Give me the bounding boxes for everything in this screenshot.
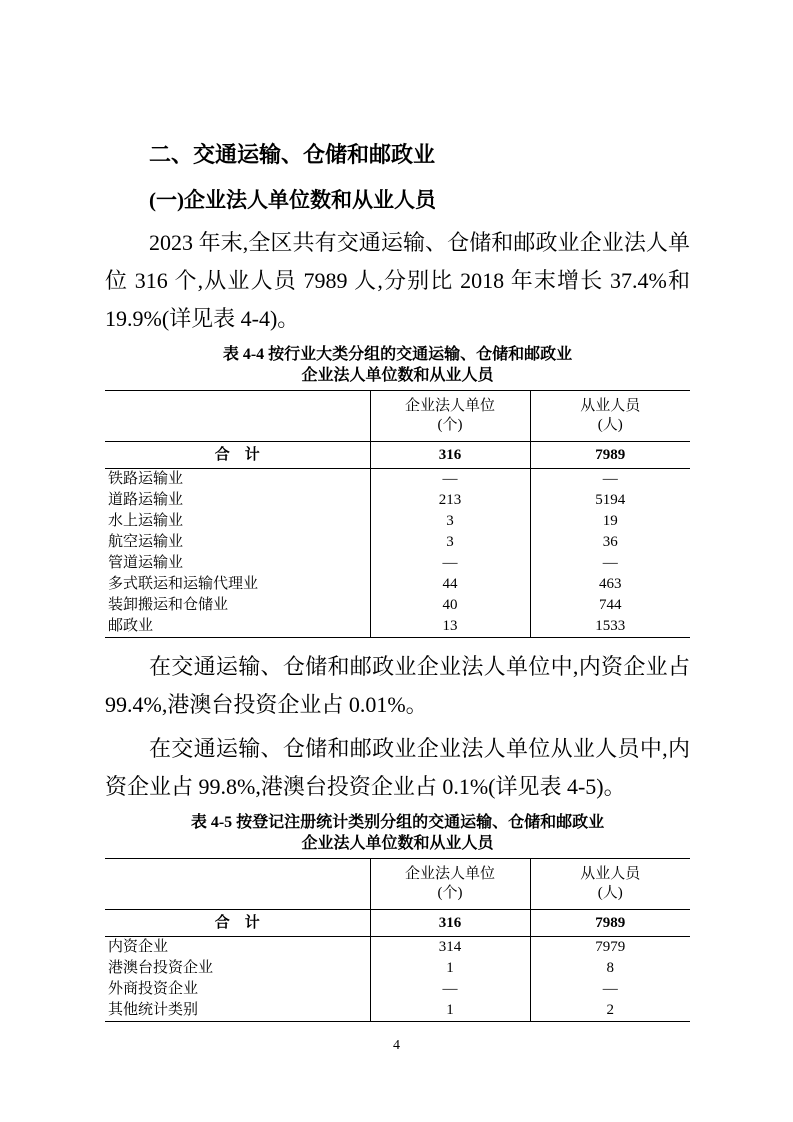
table-row: 水上运输业 3 19: [105, 511, 690, 532]
table-row: 合 计 316 7989: [105, 442, 690, 469]
table-4-4-caption-line1: 表 4-4 按行业大类分组的交通运输、仓储和邮政业: [222, 346, 573, 363]
section-heading: 二、交通运输、仓储和邮政业: [149, 142, 436, 167]
page-number: 4: [393, 1038, 400, 1053]
table-row: 装卸搬运和仓储业 40 744: [105, 595, 690, 616]
table-4-4-caption-line2: 企业法人单位数和从业人员: [301, 367, 494, 384]
table-row: 港澳台投资企业 1 8: [105, 958, 690, 979]
table-4-4-header-persons: 从业人员 (人): [530, 391, 690, 442]
section-subheading: (一)企业法人单位数和从业人员: [149, 188, 436, 212]
table-4-4-caption: [105, 344, 690, 386]
table-row: 邮政业 13 1533: [105, 616, 690, 638]
table-row: 铁路运输业 — —: [105, 469, 690, 491]
table-row: 内资企业 314 7979: [105, 937, 690, 959]
table-row: 管道运输业 — —: [105, 553, 690, 574]
table-4-4: [105, 390, 690, 638]
table-4-4-header-empty: [105, 391, 370, 442]
table-row: 航空运输业 3 36: [105, 532, 690, 553]
table-4-5-header-row: [105, 859, 690, 910]
paragraph-3: 在交通运输、仓储和邮政业企业法人单位从业人员中,内资企业占 99.8%,港澳台投资企业占 0.1%(详见表 4-5)。: [105, 736, 690, 799]
table-4-5-header-units: 企业法人单位 (个): [370, 859, 530, 910]
table-4-5-caption-line2: 企业法人单位数和从业人员: [301, 835, 494, 852]
table-row: 道路运输业 213 5194: [105, 490, 690, 511]
table-4-5-header-persons: 从业人员 (人): [530, 859, 690, 910]
table-4-4-header-units: 企业法人单位 (个): [370, 391, 530, 442]
table-4-5-caption-line1: 表 4-5 按登记注册统计类别分组的交通运输、仓储和邮政业: [190, 814, 605, 831]
paragraph-2: 在交通运输、仓储和邮政业企业法人单位中,内资企业占 99.4%,港澳台投资企业占 0.01%。: [105, 654, 690, 717]
table-row: 合 计 316 7989: [105, 910, 690, 937]
table-4-4-header-row: [105, 391, 690, 442]
paragraph-1: 2023 年末,全区共有交通运输、仓储和邮政业企业法人单位 316 个,从业人员 7989 人,分别比 2018 年末增长 37.4%和 19.9%(详见表 4-4)。: [105, 230, 690, 331]
table-row: 其他统计类别 1 2: [105, 1000, 690, 1022]
table-4-5: [105, 858, 690, 1022]
table-row: 多式联运和运输代理业 44 463: [105, 574, 690, 595]
table-4-5-caption: [105, 812, 690, 854]
table-4-5-header-empty: [105, 859, 370, 910]
table-row: 外商投资企业 — —: [105, 979, 690, 1000]
